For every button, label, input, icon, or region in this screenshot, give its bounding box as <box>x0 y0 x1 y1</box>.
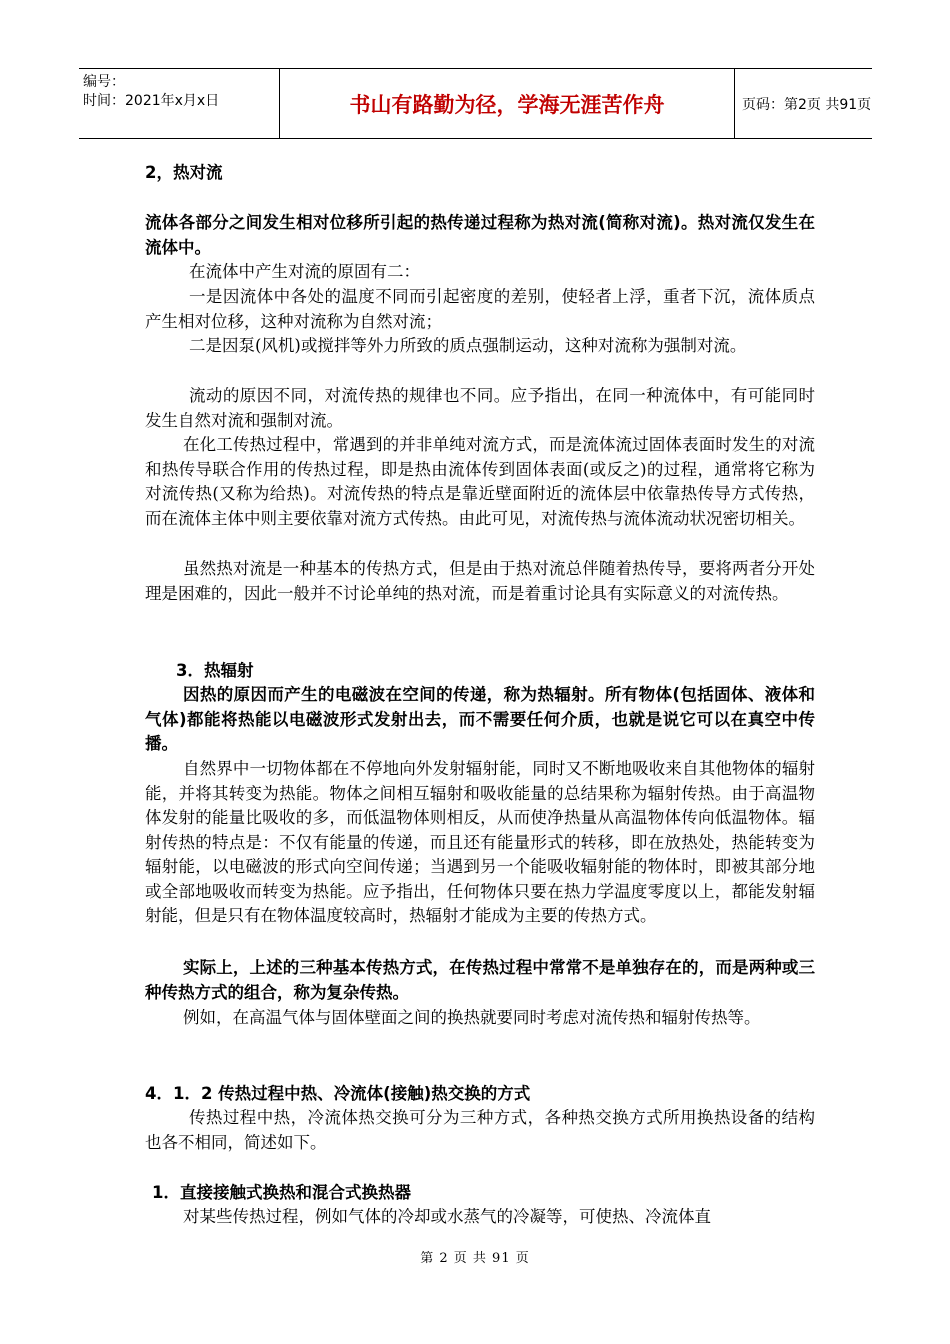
heading-4-1-2: 4．1．2 传热过程中热、冷流体(接触)热交换的方式 <box>145 1084 531 1103</box>
header-motto: 书山有路勤为径，学海无涯苦作舟 <box>280 69 735 138</box>
page-footer: 第 2 页 共 91 页 <box>420 1251 530 1266</box>
para-convection-definition: 流体各部分之间发生相对位移所引起的热传递过程称为热对流(简称对流)。热对流仅发生在流体中。 <box>145 213 815 257</box>
heading-direct-contact: 1．直接接触式换热和混合式换热器 <box>152 1183 411 1202</box>
para-example: 例如，在高温气体与固体壁面之间的换热就要同时考虑对流传热和辐射传热等。 <box>183 1008 761 1027</box>
para-forced-convection: 二是因泵(风机)或搅拌等外力所致的质点强制运动，这种对流称为强制对流。 <box>189 336 747 355</box>
heading-convection: 2，热对流 <box>145 163 223 182</box>
date-label: 时间：2021年x月x日 <box>83 93 220 109</box>
para-convective-heat-transfer: 在化工传热过程中，常遇到的并非单纯对流方式，而是流体流过固体表面时发生的对流和热传导联合作用的传热过程，即是热由流体传到固体表面(或反之)的过程，通常将它称为对流传热(又称为给热)。对流传热的特点是靠近壁面附近的流体层中依靠热传导方式传热，而在流体主体中则主要依靠对流方式传热。由此可见，对流传热与流体流动状况密切相关。 <box>145 435 815 528</box>
header-page-label: 页码：第2页 共91页 <box>742 96 872 113</box>
para-convection-note: 虽然热对流是一种基本的传热方式，但是由于热对流总伴随着热传导，要将两者分开处理是困难的，因此一般并不讨论单纯的热对流，而是着重讨论具有实际意义的对流传热。 <box>145 559 815 603</box>
number-label: 编号： <box>83 74 125 90</box>
para-radiation-details: 自然界中一切物体都在不停地向外发射辐射能，同时又不断地吸收来自其他物体的辐射能，并将其转变为热能。物体之间相互辐射和吸收能量的总结果称为辐射传热。由于高温物体发射的能量比吸收的多，而低温物体则相反，从而使净热量从高温物体传向低温物体。辐射传热的特点是：不仅有能量的传递，而且还有能量形式的转移，即在放热处，热能转变为辐射能，以电磁波的形式向空间传递；当遇到另一个能吸收辐射能的物体时，即被其部分地或全部地吸收而转变为热能。应予指出，任何物体只要在热力学温度零度以上，都能发射辐射能，但是只有在物体温度较高时，热辐射才能成为主要的传热方式。 <box>145 759 815 925</box>
para-exchange-methods: 传热过程中热，冷流体热交换可分为三种方式，各种热交换方式所用换热设备的结构也各不相同，简述如下。 <box>145 1108 815 1152</box>
para-complex-heat-transfer: 实际上，上述的三种基本传热方式，在传热过程中常常不是单独存在的，而是两种或三种传热方式的组合，称为复杂传热。 <box>145 958 815 1002</box>
heading-radiation: 3．热辐射 <box>176 661 254 680</box>
para-natural-convection: 一是因流体中各处的温度不同而引起密度的差别，使轻者上浮，重者下沉，流体质点产生相对位移，这种对流称为自然对流； <box>145 287 815 331</box>
para-convection-causes: 在流体中产生对流的原固有二： <box>189 262 420 281</box>
page-header <box>79 68 872 139</box>
para-radiation-definition: 因热的原因而产生的电磁波在空间的传递，称为热辐射。所有物体(包括固体、液体和气体)都能将热能以电磁波形式发射出去，而不需要任何介质，也就是说它可以在真空中传播。 <box>145 685 815 753</box>
para-convection-laws: 流动的原因不同，对流传热的规律也不同。应予指出，在同一种流体中，有可能同时发生自然对流和强制对流。 <box>145 386 815 430</box>
para-direct-contact: 对某些传热过程，例如气体的冷却或水蒸气的冷凝等，可使热、冷流体直 <box>183 1207 711 1226</box>
header-meta <box>79 69 280 138</box>
